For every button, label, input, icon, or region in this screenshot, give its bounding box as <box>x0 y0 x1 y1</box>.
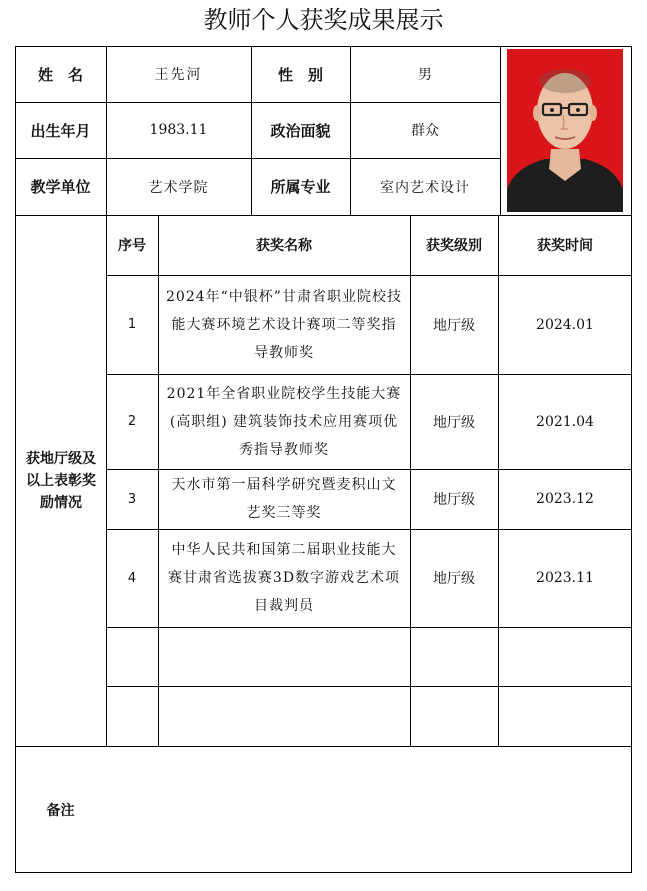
major-label: 所属专业 <box>270 178 331 196</box>
header-award-name: 获奖名称 <box>256 238 312 254</box>
award-row-3-time: 2023.12 <box>536 491 594 507</box>
award-row-3-level: 地厅级 <box>433 492 475 508</box>
award-row-1-no: 1 <box>127 317 137 332</box>
award-row-2-time: 2021.04 <box>536 413 594 430</box>
header-no: 序号 <box>118 238 146 254</box>
empty-award-row <box>106 627 632 686</box>
unit-value: 艺术学院 <box>148 179 209 196</box>
political-label: 政治面貌 <box>270 121 331 140</box>
header-award-time: 获奖时间 <box>537 238 593 254</box>
major-value: 室内艺术设计 <box>380 179 470 196</box>
empty-award-row <box>106 686 632 746</box>
awards-section-label: 获地厅级及以上表彰奖励情况 <box>26 450 96 511</box>
award-row-1-time: 2024.01 <box>536 316 594 333</box>
header-award-level: 获奖级别 <box>426 238 482 254</box>
birth-label: 出生年月 <box>30 121 91 140</box>
award-row-2-level: 地厅级 <box>433 414 475 431</box>
award-row-1-level: 地厅级 <box>433 317 475 334</box>
birth-value: 1983.11 <box>149 122 208 138</box>
award-row-2-no: 2 <box>127 414 137 429</box>
remark-field[interactable] <box>107 747 631 872</box>
gender-label: 性 别 <box>277 65 323 84</box>
name-value: 王先河 <box>154 67 203 83</box>
award-row-4-level: 地厅级 <box>433 571 475 587</box>
award-row-3-no: 3 <box>127 491 137 507</box>
award-row-4-name: 中华人民共和国第二届职业技能大赛甘肃省选拔赛3D数字游戏艺术项目裁判员 <box>167 542 401 614</box>
name-label: 姓 名 <box>37 65 83 84</box>
award-row-3-name: 天水市第一届科学研究暨麦积山文艺奖三等奖 <box>171 477 397 521</box>
award-row-1-name: 2024年“中银杯”甘肃省职业院校技能大赛环境艺术设计赛项二等奖指导教师奖 <box>166 288 402 361</box>
award-row-4-no: 4 <box>127 570 137 586</box>
page-title: 教师个人获奖成果展示 <box>203 6 444 34</box>
political-value: 群众 <box>411 123 439 139</box>
award-row-2-name: 2021年全省职业院校学生技能大赛(高职组) 建筑装饰技术应用赛项优秀指导教师奖 <box>166 385 402 458</box>
award-row-4-time: 2023.11 <box>536 570 594 586</box>
gender-value: 男 <box>418 67 432 83</box>
unit-label: 教学单位 <box>30 178 91 196</box>
remark-label: 备注 <box>46 802 75 819</box>
portrait-photo <box>507 49 623 212</box>
